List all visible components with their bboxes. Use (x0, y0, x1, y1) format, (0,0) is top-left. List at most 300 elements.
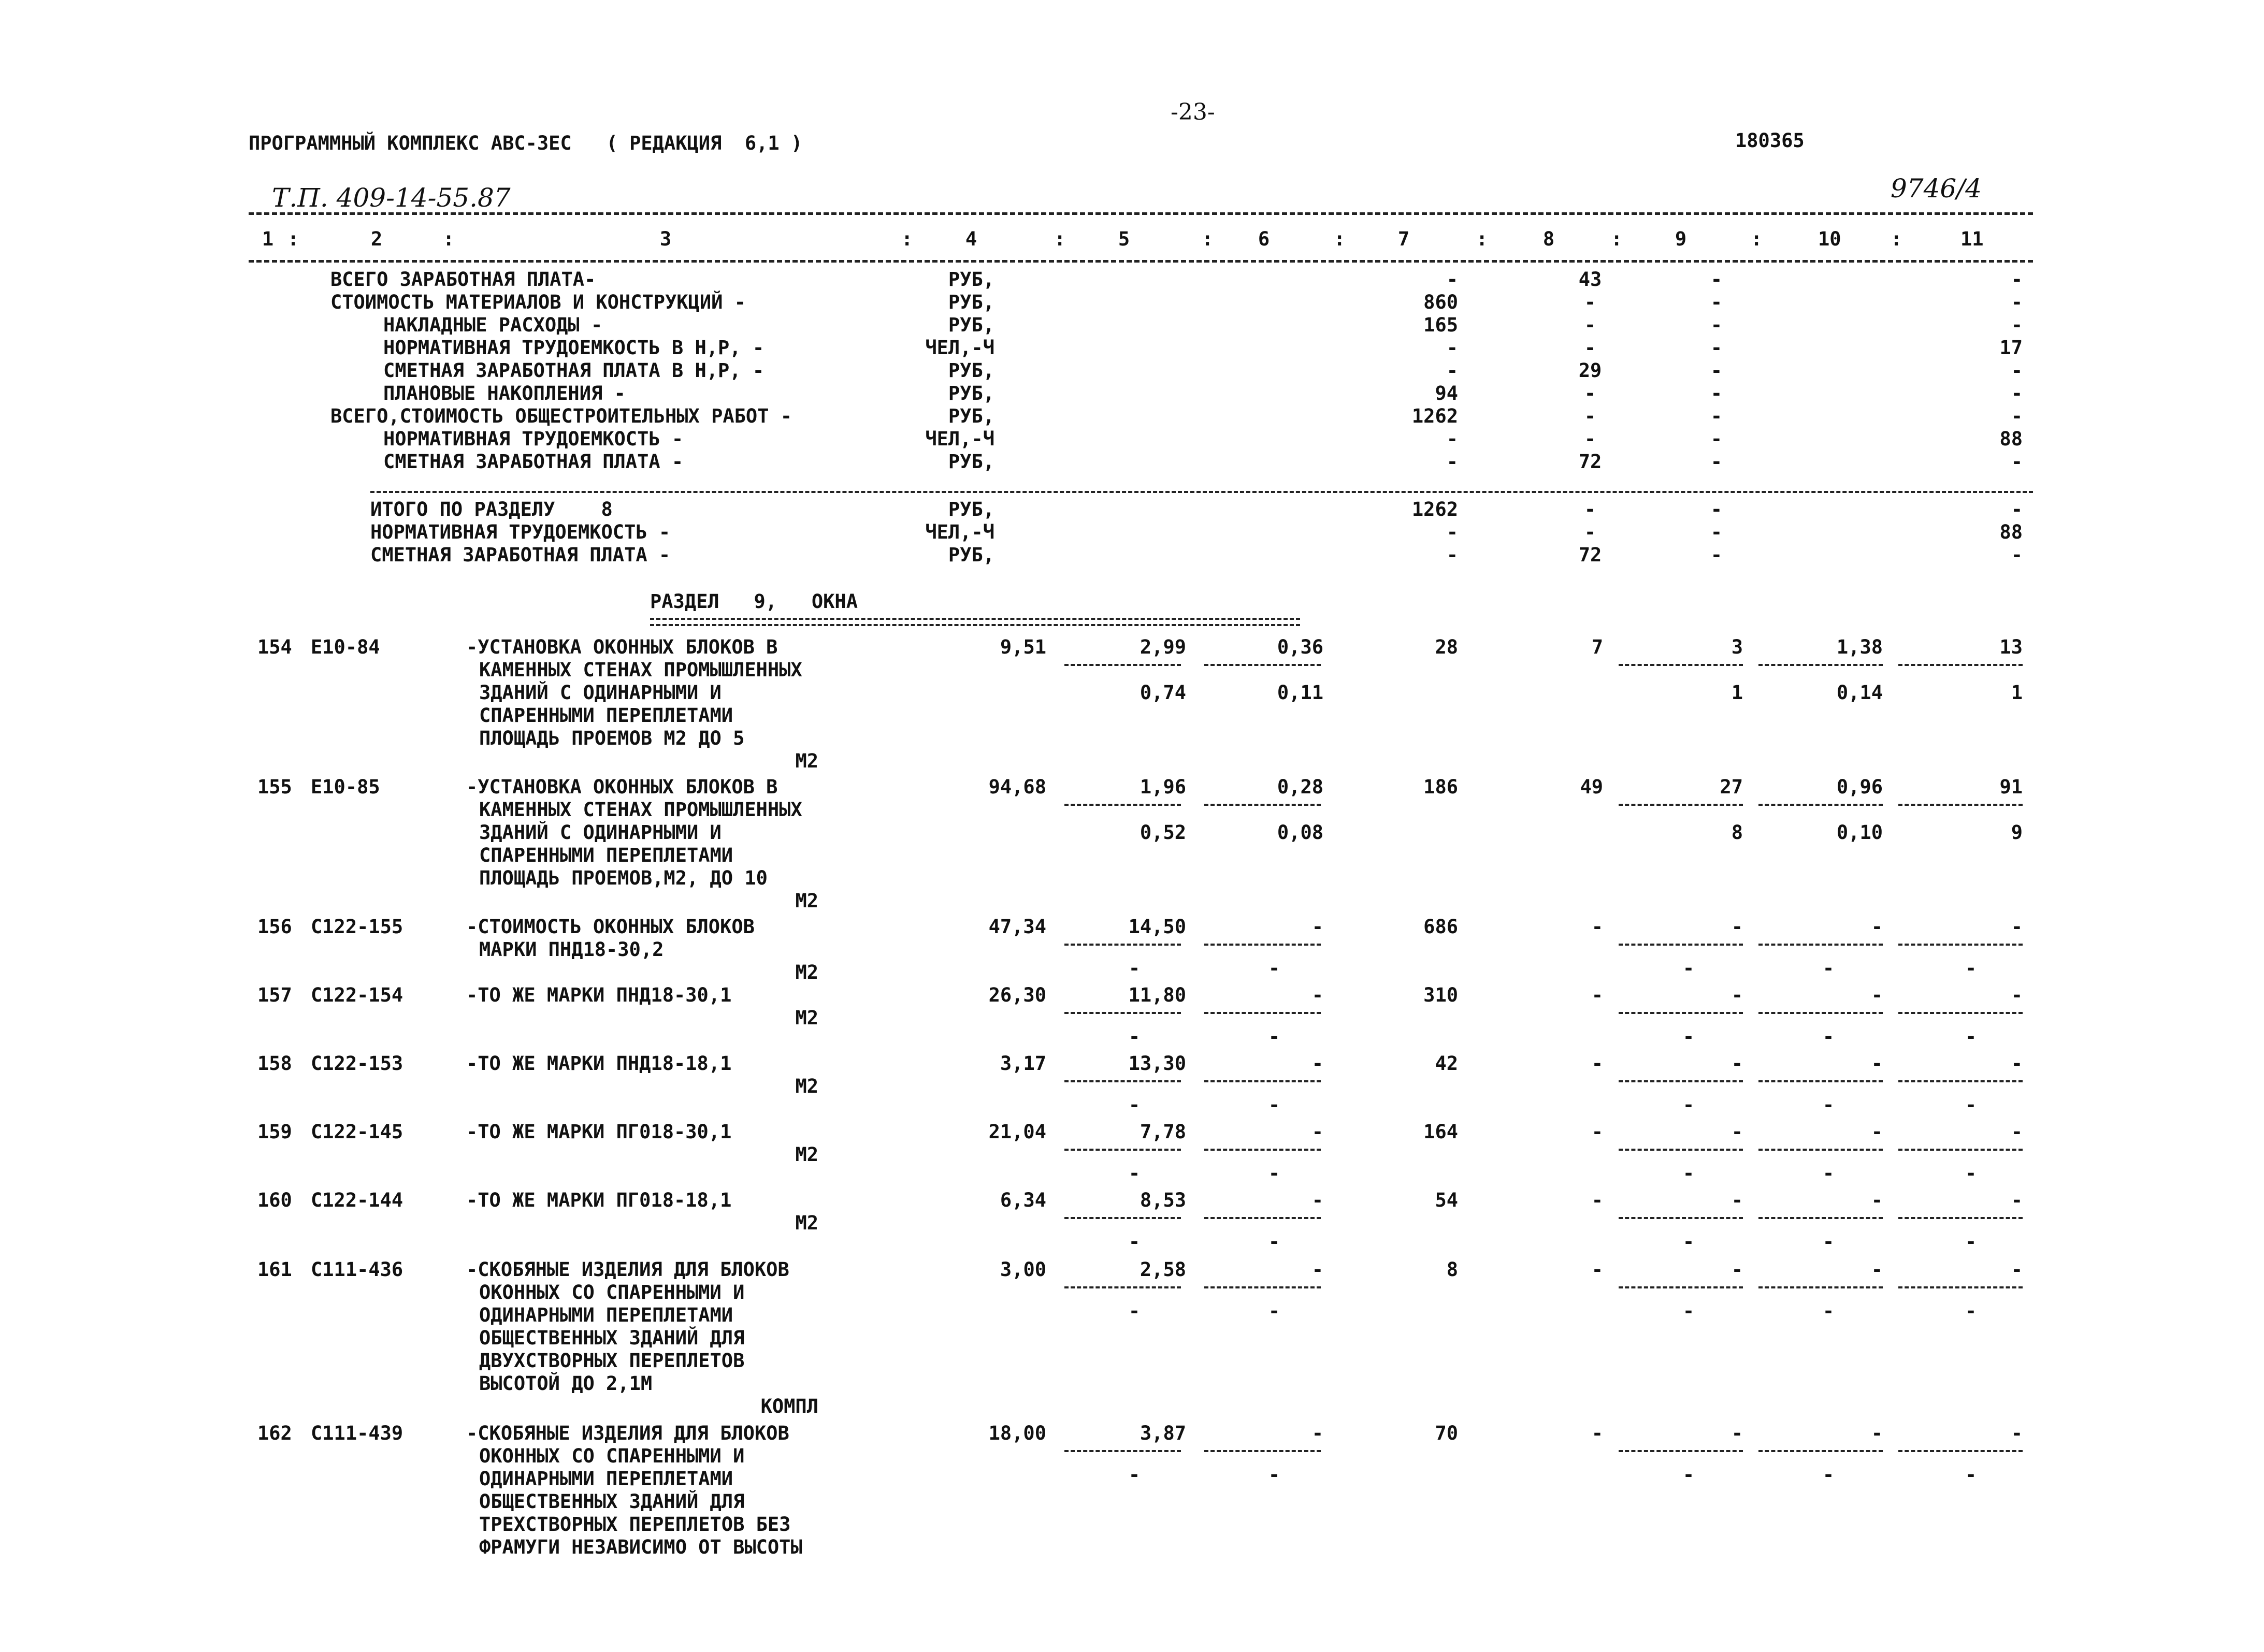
column-header-10: 10 (1818, 228, 1841, 250)
fraction-line-9 (1619, 1217, 1743, 1219)
item-code: С111-439 (311, 1422, 403, 1444)
program-header: ПРОГРАММНЫЙ КОМПЛЕКС АВС-ЗЕС ( РЕДАКЦИЯ 6,1 ) (249, 132, 803, 154)
summary-label: СМЕТНАЯ ЗАРАБОТНАЯ ПЛАТА - (383, 451, 684, 473)
summary-value-11: - (2011, 405, 2023, 427)
item-description-line: ДВУХСТВОРНЫХ ПЕРЕПЛЕТОВ (479, 1350, 745, 1372)
item-dash-6-lower: - (1268, 1463, 1280, 1486)
summary-unit: РУБ, (948, 451, 994, 473)
item-value-7: 42 (1435, 1052, 1458, 1075)
item-dash-11-lower: - (1965, 1162, 1977, 1184)
column-separator: : (1891, 228, 1902, 250)
fraction-line-10 (1758, 1080, 1883, 1082)
item-code: Е10-85 (311, 776, 380, 798)
item-value-5: 8,53 (1140, 1189, 1186, 1211)
item-value-7: 686 (1423, 916, 1458, 938)
item-value-11: 91 (1999, 776, 2023, 798)
item-description-line: СПАРЕННЫМИ ПЕРЕПЛЕТАМИ (479, 704, 733, 727)
doc-reference: Т.П. 409-14-55.87 (272, 183, 511, 213)
column-header-8: 8 (1542, 228, 1555, 250)
archive-number: 9746/4 (1891, 173, 1982, 204)
item-value-8: - (1591, 1422, 1603, 1444)
summary-value-9: - (1710, 268, 1722, 291)
fraction-line-5 (1064, 1217, 1181, 1219)
item-number: 159 (257, 1121, 292, 1143)
section-title: РАЗДЕЛ 9, ОКНА (650, 590, 858, 613)
item-value-6: - (1311, 1189, 1323, 1211)
fraction-line-9 (1619, 1149, 1743, 1151)
summary-label: СМЕТНАЯ ЗАРАБОТНАЯ ПЛАТА В Н,Р, - (383, 359, 765, 382)
summary-value-8: - (1584, 405, 1596, 427)
totals-label: ИТОГО ПО РАЗДЕЛУ 8 (370, 498, 613, 520)
item-value-9-lower: 1 (1731, 682, 1743, 704)
summary-unit: РУБ, (948, 314, 994, 336)
summary-value-8: 29 (1578, 359, 1602, 382)
item-dash-6-lower: - (1268, 957, 1280, 979)
item-dash-5-lower: - (1128, 1463, 1141, 1486)
fraction-line-10 (1758, 1149, 1883, 1151)
fraction-line-11 (1898, 1080, 2023, 1082)
fraction-line-10 (1758, 1450, 1883, 1452)
item-dash-9-lower: - (1682, 1162, 1695, 1184)
item-value-7: 186 (1423, 776, 1458, 798)
totals-value-7: - (1446, 544, 1458, 566)
item-value-7: 70 (1435, 1422, 1458, 1444)
item-value-9: - (1731, 1422, 1743, 1444)
item-description-line: КАМЕННЫХ СТЕНАХ ПРОМЫШЛЕННЫХ (479, 659, 802, 681)
item-unit: М2 (795, 750, 818, 772)
item-description-line: КАМЕННЫХ СТЕНАХ ПРОМЫШЛЕННЫХ (479, 799, 802, 821)
item-value-9: - (1731, 984, 1743, 1006)
fraction-line-10 (1758, 804, 1883, 806)
item-value-6-lower: 0,08 (1277, 821, 1323, 844)
fraction-line-9 (1619, 1286, 1743, 1288)
item-value-6: - (1311, 984, 1323, 1006)
fraction-line-6 (1204, 1149, 1321, 1151)
column-header-4: 4 (965, 228, 977, 250)
fraction-line-5 (1064, 1286, 1181, 1288)
item-dash-11-lower: - (1965, 1300, 1977, 1322)
column-separator: : (1611, 228, 1623, 250)
fraction-line-9 (1619, 1012, 1743, 1014)
item-dash-9-lower: - (1682, 1300, 1695, 1322)
item-description-line: ОБЩЕСТВЕННЫХ ЗДАНИЙ ДЛЯ (479, 1327, 745, 1349)
item-value-5: 1,96 (1140, 776, 1186, 798)
item-value-4: 3,00 (1000, 1258, 1046, 1281)
fraction-line-10 (1758, 1012, 1883, 1014)
fraction-line-10 (1758, 1217, 1883, 1219)
item-value-5: 11,80 (1128, 984, 1186, 1006)
item-dash-9-lower: - (1682, 1230, 1695, 1253)
item-number: 158 (257, 1052, 292, 1075)
summary-unit: РУБ, (948, 382, 994, 404)
item-dash-5-lower: - (1128, 1230, 1141, 1253)
item-description-line: ОКОННЫХ СО СПАРЕННЫМИ И (479, 1281, 745, 1303)
totals-unit: ЧЕЛ,-Ч (925, 521, 994, 543)
item-value-11: - (2011, 1052, 2023, 1075)
totals-value-8: - (1584, 498, 1596, 520)
item-number: 162 (257, 1422, 292, 1444)
summary-unit: РУБ, (948, 405, 994, 427)
item-description-line: ОДИНАРНЫМИ ПЕРЕПЛЕТАМИ (479, 1304, 733, 1326)
fraction-line-11 (1898, 1217, 2023, 1219)
column-header-9: 9 (1675, 228, 1687, 250)
item-value-8: 49 (1580, 776, 1603, 798)
item-description-line: ОДИНАРНЫМИ ПЕРЕПЛЕТАМИ (479, 1468, 733, 1490)
fraction-line-11 (1898, 1012, 2023, 1014)
fraction-line-10 (1758, 664, 1883, 666)
summary-unit: РУБ, (948, 268, 994, 291)
item-description-line: ВЫСОТОЙ ДО 2,1М (479, 1372, 653, 1395)
item-description-line: -ТО ЖЕ МАРКИ ПГ018-30,1 (466, 1121, 732, 1143)
fraction-line-11 (1898, 804, 2023, 806)
summary-value-7: - (1446, 428, 1458, 450)
item-value-5: 3,87 (1140, 1422, 1186, 1444)
item-value-9: - (1731, 1121, 1743, 1143)
item-value-9: - (1731, 1258, 1743, 1281)
totals-label: СМЕТНАЯ ЗАРАБОТНАЯ ПЛАТА - (370, 544, 671, 566)
header-rule-top (249, 212, 2033, 215)
item-dash-6-lower: - (1268, 1230, 1280, 1253)
item-dash-11-lower: - (1965, 957, 1977, 979)
column-header-3: 3 (659, 228, 672, 250)
item-number: 160 (257, 1189, 292, 1211)
summary-value-11: 17 (1999, 337, 2023, 359)
item-value-4: 94,68 (988, 776, 1046, 798)
totals-unit: РУБ, (948, 498, 994, 520)
item-value-6: - (1311, 1052, 1323, 1075)
column-separator: : (1334, 228, 1346, 250)
item-dash-6-lower: - (1268, 1162, 1280, 1184)
summary-value-11: - (2011, 359, 2023, 382)
item-description-line: -УСТАНОВКА ОКОННЫХ БЛОКОВ В (466, 636, 778, 658)
section-underline (650, 618, 1300, 626)
fraction-line-11 (1898, 1450, 2023, 1452)
item-dash-11-lower: - (1965, 1025, 1977, 1048)
fraction-line-5 (1064, 804, 1181, 806)
item-value-4: 6,34 (1000, 1189, 1046, 1211)
item-description-line: ЗДАНИЙ С ОДИНАРНЫМИ И (479, 682, 722, 704)
summary-value-11: - (2011, 268, 2023, 291)
item-description-line: СПАРЕННЫМИ ПЕРЕПЛЕТАМИ (479, 844, 733, 866)
item-code: С122-153 (311, 1052, 403, 1075)
item-code: С122-145 (311, 1121, 403, 1143)
item-value-10-lower: 0,10 (1836, 821, 1883, 844)
fraction-line-5 (1064, 1450, 1181, 1452)
item-dash-10-lower: - (1822, 1094, 1835, 1116)
fraction-line-11 (1898, 664, 2023, 666)
totals-value-7: 1262 (1411, 498, 1458, 520)
item-description-line: ПЛОЩАДЬ ПРОЕМОВ М2 ДО 5 (479, 727, 745, 749)
totals-value-8: - (1584, 521, 1596, 543)
fraction-line-6 (1204, 944, 1321, 946)
item-unit: КОМПЛ (760, 1395, 818, 1417)
item-description-line: -СКОБЯНЫЕ ИЗДЕЛИЯ ДЛЯ БЛОКОВ (466, 1422, 789, 1444)
item-dash-10-lower: - (1822, 1230, 1835, 1253)
fraction-line-6 (1204, 1450, 1321, 1452)
fraction-line-10 (1758, 944, 1883, 946)
item-value-5: 14,50 (1128, 916, 1186, 938)
item-value-11: - (2011, 1422, 2023, 1444)
item-value-6: - (1311, 1422, 1323, 1444)
totals-value-9: - (1710, 521, 1722, 543)
item-value-11: - (2011, 1258, 2023, 1281)
item-value-11: - (2011, 1121, 2023, 1143)
summary-label: НОРМАТИВНАЯ ТРУДОЕМКОСТЬ - (383, 428, 684, 450)
item-unit: М2 (795, 1075, 818, 1097)
summary-value-9: - (1710, 451, 1722, 473)
item-value-8: - (1591, 1052, 1603, 1075)
item-dash-10-lower: - (1822, 1162, 1835, 1184)
column-separator: : (1054, 228, 1066, 250)
item-dash-11-lower: - (1965, 1230, 1977, 1253)
summary-value-11: - (2011, 291, 2023, 313)
item-value-5-lower: 0,52 (1140, 821, 1186, 844)
item-value-4: 26,30 (988, 984, 1046, 1006)
column-header-1: 1 (262, 228, 274, 250)
fraction-line-9 (1619, 944, 1743, 946)
summary-value-11: - (2011, 314, 2023, 336)
fraction-line-6 (1204, 804, 1321, 806)
document-code: 180365 (1735, 129, 1805, 152)
item-dash-11-lower: - (1965, 1094, 1977, 1116)
column-separator: : (287, 228, 299, 250)
item-value-4: 21,04 (988, 1121, 1046, 1143)
item-value-6: - (1311, 1258, 1323, 1281)
summary-value-8: 43 (1578, 268, 1602, 291)
column-separator: : (901, 228, 913, 250)
item-value-10: - (1871, 916, 1883, 938)
column-header-5: 5 (1118, 228, 1130, 250)
fraction-line-9 (1619, 664, 1743, 666)
fraction-line-5 (1064, 664, 1181, 666)
fraction-line-10 (1758, 1286, 1883, 1288)
summary-label: НОРМАТИВНАЯ ТРУДОЕМКОСТЬ В Н,Р, - (383, 337, 765, 359)
item-dash-6-lower: - (1268, 1300, 1280, 1322)
summary-value-11: 88 (1999, 428, 2023, 450)
item-value-6: - (1311, 1121, 1323, 1143)
summary-unit: ЧЕЛ,-Ч (925, 337, 994, 359)
summary-value-11: - (2011, 451, 2023, 473)
column-header-7: 7 (1397, 228, 1410, 250)
summary-value-7: 1262 (1411, 405, 1458, 427)
fraction-line-9 (1619, 804, 1743, 806)
item-value-8: - (1591, 1121, 1603, 1143)
item-value-11: - (2011, 984, 2023, 1006)
summary-unit: ЧЕЛ,-Ч (925, 428, 994, 450)
summary-value-7: - (1446, 359, 1458, 382)
item-value-7: 28 (1435, 636, 1458, 658)
item-value-6: 0,36 (1277, 636, 1323, 658)
summary-value-9: - (1710, 337, 1722, 359)
item-value-8: - (1591, 984, 1603, 1006)
summary-divider (370, 491, 2033, 493)
item-code: Е10-84 (311, 636, 380, 658)
item-description-line: -СТОИМОСТЬ ОКОННЫХ БЛОКОВ (466, 916, 755, 938)
summary-label: НАКЛАДНЫЕ РАСХОДЫ - (383, 314, 603, 336)
item-value-10: - (1871, 1422, 1883, 1444)
item-description-line: ПЛОЩАДЬ ПРОЕМОВ,М2, ДО 10 (479, 867, 768, 889)
summary-unit: РУБ, (948, 359, 994, 382)
item-value-7: 8 (1446, 1258, 1458, 1281)
item-value-10: - (1871, 984, 1883, 1006)
item-value-4: 9,51 (1000, 636, 1046, 658)
item-value-9: - (1731, 1052, 1743, 1075)
page-number: -23- (1171, 99, 1215, 125)
item-value-5: 13,30 (1128, 1052, 1186, 1075)
totals-value-8: 72 (1578, 544, 1602, 566)
item-value-7: 54 (1435, 1189, 1458, 1211)
item-description-line: -ТО ЖЕ МАРКИ ПНД18-30,1 (466, 984, 732, 1006)
summary-value-8: 72 (1578, 451, 1602, 473)
item-code: С122-154 (311, 984, 403, 1006)
fraction-line-6 (1204, 664, 1321, 666)
item-value-5: 2,99 (1140, 636, 1186, 658)
summary-value-9: - (1710, 291, 1722, 313)
item-value-8: - (1591, 1189, 1603, 1211)
summary-value-9: - (1710, 405, 1722, 427)
item-dash-9-lower: - (1682, 1463, 1695, 1486)
item-dash-5-lower: - (1128, 1094, 1141, 1116)
item-value-10: 1,38 (1836, 636, 1883, 658)
item-dash-5-lower: - (1128, 1025, 1141, 1048)
item-dash-5-lower: - (1128, 1300, 1141, 1322)
item-value-11: - (2011, 916, 2023, 938)
item-code: С122-155 (311, 916, 403, 938)
summary-label: СТОИМОСТЬ МАТЕРИАЛОВ И КОНСТРУКЦИЙ - (330, 291, 746, 313)
fraction-line-6 (1204, 1080, 1321, 1082)
item-dash-10-lower: - (1822, 957, 1835, 979)
item-dash-5-lower: - (1128, 1162, 1141, 1184)
item-value-10: - (1871, 1052, 1883, 1075)
item-description-line: -ТО ЖЕ МАРКИ ПНД18-18,1 (466, 1052, 732, 1075)
summary-value-7: 94 (1435, 382, 1458, 404)
fraction-line-11 (1898, 1149, 2023, 1151)
item-description-line: ОКОННЫХ СО СПАРЕННЫМИ И (479, 1445, 745, 1467)
item-value-11: 13 (1999, 636, 2023, 658)
fraction-line-5 (1064, 944, 1181, 946)
item-value-9-lower: 8 (1731, 821, 1743, 844)
totals-value-11: - (2011, 544, 2023, 566)
fraction-line-11 (1898, 1286, 2023, 1288)
fraction-line-6 (1204, 1012, 1321, 1014)
item-value-7: 164 (1423, 1121, 1458, 1143)
item-value-5: 2,58 (1140, 1258, 1186, 1281)
summary-value-8: - (1584, 428, 1596, 450)
fraction-line-9 (1619, 1450, 1743, 1452)
item-value-10: - (1871, 1189, 1883, 1211)
summary-unit: РУБ, (948, 291, 994, 313)
item-description-line: ЗДАНИЙ С ОДИНАРНЫМИ И (479, 821, 722, 844)
item-value-4: 3,17 (1000, 1052, 1046, 1075)
fraction-line-6 (1204, 1286, 1321, 1288)
item-value-8: 7 (1591, 636, 1603, 658)
summary-label: ВСЕГО,СТОИМОСТЬ ОБЩЕСТРОИТЕЛЬНЫХ РАБОТ - (330, 405, 792, 427)
item-unit: М2 (795, 1212, 818, 1234)
item-description-line: -СКОБЯНЫЕ ИЗДЕЛИЯ ДЛЯ БЛОКОВ (466, 1258, 789, 1281)
totals-value-9: - (1710, 498, 1722, 520)
summary-value-7: - (1446, 268, 1458, 291)
fraction-line-5 (1064, 1149, 1181, 1151)
item-description-line: ТРЕХСТВОРНЫХ ПЕРЕПЛЕТОВ БЕЗ (479, 1513, 791, 1535)
item-number: 161 (257, 1258, 292, 1281)
item-description-line: ОБЩЕСТВЕННЫХ ЗДАНИЙ ДЛЯ (479, 1490, 745, 1513)
item-description-line: -УСТАНОВКА ОКОННЫХ БЛОКОВ В (466, 776, 778, 798)
column-header-11: 11 (1960, 228, 1984, 250)
column-separator: : (1751, 228, 1763, 250)
summary-value-7: 165 (1423, 314, 1458, 336)
item-dash-10-lower: - (1822, 1025, 1835, 1048)
item-dash-6-lower: - (1268, 1025, 1280, 1048)
item-dash-5-lower: - (1128, 957, 1141, 979)
item-value-8: - (1591, 1258, 1603, 1281)
item-code: С122-144 (311, 1189, 403, 1211)
item-description-line: ФРАМУГИ НЕЗАВИСИМО ОТ ВЫСОТЫ (479, 1536, 802, 1558)
item-dash-9-lower: - (1682, 1094, 1695, 1116)
item-dash-10-lower: - (1822, 1300, 1835, 1322)
summary-value-9: - (1710, 382, 1722, 404)
item-value-10-lower: 0,14 (1836, 682, 1883, 704)
fraction-line-9 (1619, 1080, 1743, 1082)
item-number: 154 (257, 636, 292, 658)
item-value-9: 3 (1731, 636, 1743, 658)
item-value-6: - (1311, 916, 1323, 938)
totals-value-11: - (2011, 498, 2023, 520)
item-value-11-lower: 9 (2011, 821, 2023, 844)
summary-value-11: - (2011, 382, 2023, 404)
item-number: 155 (257, 776, 292, 798)
summary-value-9: - (1710, 314, 1722, 336)
item-dash-9-lower: - (1682, 1025, 1695, 1048)
item-dash-6-lower: - (1268, 1094, 1280, 1116)
summary-value-7: - (1446, 451, 1458, 473)
item-value-11-lower: 1 (2011, 682, 2023, 704)
summary-value-7: - (1446, 337, 1458, 359)
header-rule-bottom (249, 260, 2033, 263)
totals-value-9: - (1710, 544, 1722, 566)
item-dash-10-lower: - (1822, 1463, 1835, 1486)
summary-value-8: - (1584, 382, 1596, 404)
item-value-10: - (1871, 1121, 1883, 1143)
item-number: 157 (257, 984, 292, 1006)
item-description-line: -ТО ЖЕ МАРКИ ПГ018-18,1 (466, 1189, 732, 1211)
item-value-6: 0,28 (1277, 776, 1323, 798)
summary-value-9: - (1710, 359, 1722, 382)
item-value-4: 18,00 (988, 1422, 1046, 1444)
item-description-line: МАРКИ ПНД18-30,2 (479, 938, 664, 961)
item-value-6-lower: 0,11 (1277, 682, 1323, 704)
item-value-8: - (1591, 916, 1603, 938)
fraction-line-5 (1064, 1080, 1181, 1082)
column-separator: : (443, 228, 455, 250)
item-value-9: - (1731, 1189, 1743, 1211)
item-dash-9-lower: - (1682, 957, 1695, 979)
item-unit: М2 (795, 961, 818, 983)
totals-unit: РУБ, (948, 544, 994, 566)
item-value-7: 310 (1423, 984, 1458, 1006)
item-number: 156 (257, 916, 292, 938)
column-separator: : (1202, 228, 1214, 250)
item-value-9: 27 (1720, 776, 1743, 798)
summary-label: ПЛАНОВЫЕ НАКОПЛЕНИЯ - (383, 382, 626, 404)
fraction-line-11 (1898, 944, 2023, 946)
summary-value-8: - (1584, 314, 1596, 336)
item-value-9: - (1731, 916, 1743, 938)
fraction-line-6 (1204, 1217, 1321, 1219)
summary-value-8: - (1584, 291, 1596, 313)
item-unit: М2 (795, 890, 818, 912)
summary-value-7: 860 (1423, 291, 1458, 313)
totals-label: НОРМАТИВНАЯ ТРУДОЕМКОСТЬ - (370, 521, 671, 543)
